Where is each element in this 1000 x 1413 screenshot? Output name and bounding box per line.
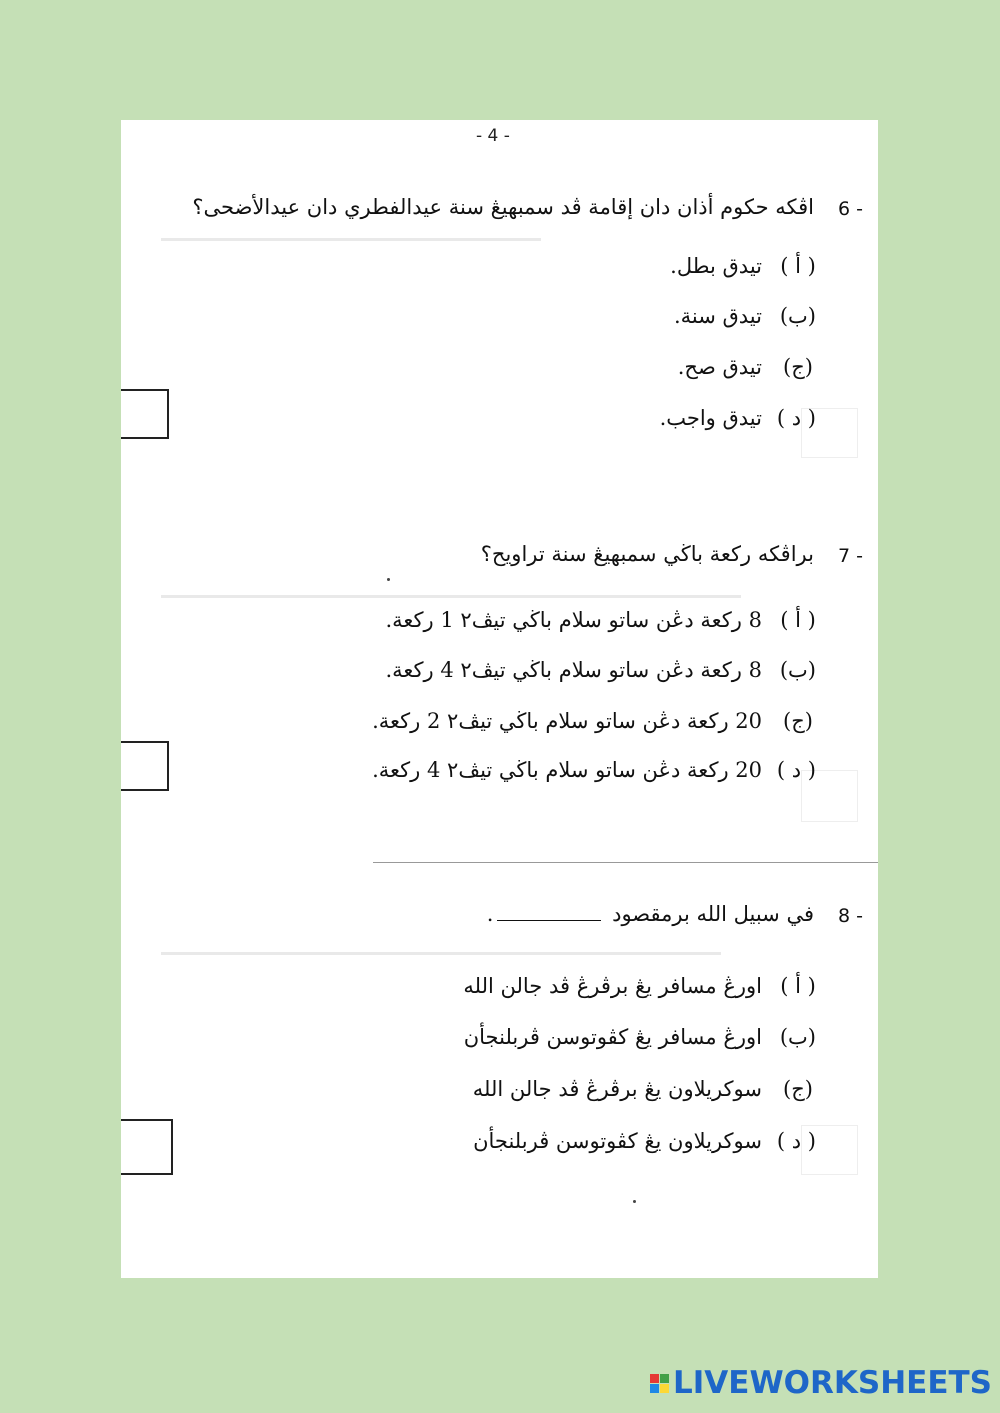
option-label: (ب) (779, 658, 816, 682)
question-number: 8 - (838, 905, 863, 927)
bleed-through-mark (161, 952, 721, 955)
option-label: (ج) (783, 709, 813, 733)
option-text: تيدق صح. (677, 355, 762, 379)
fill-in-blank[interactable] (497, 904, 601, 921)
question-number: 6 - (838, 198, 863, 220)
bleed-through-mark (161, 595, 741, 598)
option-label: ( د ) (776, 1129, 816, 1153)
worksheet-page (121, 120, 878, 1278)
option-text: تيدق واجب. (659, 406, 762, 430)
question-text: براڤكه ركعة باڬي سمبهيڠ سنة تراويح؟ (480, 542, 814, 566)
ink-speck (387, 578, 390, 581)
answer-box-q7[interactable] (121, 741, 169, 791)
question-text (487, 902, 814, 926)
question-text-before: في سبيل الله برمقصود (612, 902, 814, 926)
question-text: اڤكه حكوم أذان دان إقامة ڤد سمبهيڠ سنة عيدالفطري دان عيدالأضحى؟ (192, 195, 814, 219)
liveworksheets-logo (650, 1365, 992, 1401)
option-label: (ب) (779, 304, 816, 328)
section-divider (373, 862, 878, 863)
option-text: 8 ركعة دڠن ساتو سلام باڬي تيڤ٢ 1 ركعة. (385, 608, 762, 632)
page-number: - 4 - (476, 126, 510, 146)
question-text-after: . (486, 902, 494, 926)
question-7 (127, 542, 872, 579)
answer-box-q8[interactable] (121, 1119, 173, 1175)
option-text: سوكريلاون يڠ برڤرڠ ڤد جالن الله (472, 1077, 762, 1101)
option-text: سوكريلاون يڠ كڤوتوسن ڤربلنجأن (473, 1129, 762, 1153)
option-label: ( د ) (776, 758, 816, 782)
brand-name: LIVEWORKSHEETS (673, 1365, 992, 1401)
option-label: (ج) (783, 1077, 813, 1101)
question-number: 7 - (838, 545, 863, 567)
option-text: 20 ركعة دڠن ساتو سلام باڬي تيڤ٢ 2 ركعة. (372, 709, 762, 733)
question-6 (127, 195, 872, 232)
option-text: تيدق بطل. (670, 254, 762, 278)
option-text: 8 ركعة دڠن ساتو سلام باڬي تيڤ٢ 4 ركعة. (385, 658, 762, 682)
option-text: اورڠ مسافر يڠ كڤوتوسن ڤربلنجأن (463, 1025, 762, 1049)
option-text: 20 ركعة دڠن ساتو سلام باڬي تيڤ٢ 4 ركعة. (372, 758, 762, 782)
option-label: ( أ ) (780, 974, 816, 998)
question-8 (127, 902, 872, 939)
bleed-through-mark (161, 238, 541, 241)
option-label: ( د ) (776, 406, 816, 430)
option-label: ( أ ) (780, 254, 816, 278)
option-text: اورڠ مسافر يڠ برڤرڠ ڤد جالن الله (463, 974, 762, 998)
option-label: (ج) (783, 355, 813, 379)
option-label: (ب) (779, 1025, 816, 1049)
liveworksheets-logo-icon (650, 1374, 669, 1393)
ink-speck (633, 1200, 636, 1203)
option-text: تيدق سنة. (673, 304, 762, 328)
answer-box-q6[interactable] (121, 389, 169, 439)
option-label: ( أ ) (780, 608, 816, 632)
